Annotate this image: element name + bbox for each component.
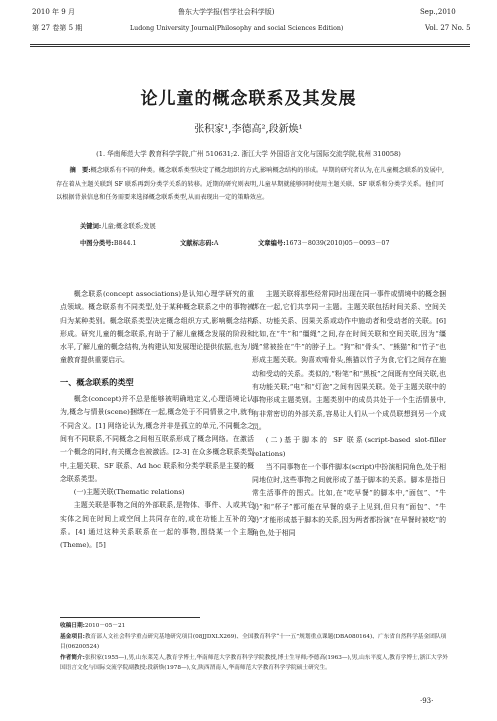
subsection-heading-thematic: (一)主题关联(Thematic relations) (73, 488, 185, 497)
doc-label: 文献标志码: (180, 240, 214, 247)
abstract (56, 164, 444, 205)
subsection-heading-sf: (二)基于脚本的 SF 联系(script-based slot-filler relations) (252, 436, 446, 458)
header-journal-en: Ludong University Journal(Philosophy and social Sciences Edition) (130, 25, 344, 32)
keywords-label: 关键词: (80, 223, 102, 230)
header-rule-thin (30, 46, 470, 47)
clc-label: 中图分类号: (80, 240, 114, 247)
fund-text: 教育部人文社会科学重点研究基地研究项目(08JJDXLX269)、全国教育科学“十一五”规划重点课题(DBA080164)、广东省自然科学基金团队项目(06200524) (60, 633, 447, 650)
header-vol-en: Vol. 27 No. 5 (425, 24, 471, 32)
bio-label: 作者简介: (60, 654, 85, 661)
page-number: ·93· (420, 697, 434, 705)
article-number (258, 238, 389, 247)
header-journal-cn: 鲁东大学学报(哲学社会科学版) (178, 8, 275, 16)
clc-value: B844.1 (113, 240, 137, 247)
running-header (0, 4, 497, 44)
header-month-en: Sep.,2010 (420, 8, 456, 16)
abstract-label: 摘 要: (69, 167, 91, 174)
author-affiliation: (1. 华南师范大学 教育科学学院,广州 510631;2. 浙江大学 外国语言文化与国际交流学院,杭州 310058) (96, 150, 401, 158)
bio-text: 张积家(1955—),男,山东莱芜人,教育学博士,华南师范大学教育科学学院教授,博士生导师;李德高(1963—),男,山东平度人,教育学博士,浙江大学外国语言文化与国际交流学院副教授;段新焕(1978—),女,陕西渭南人,华南师范大学教育科学学院硕士研究生。 (60, 654, 448, 671)
article-label: 文章编号: (258, 240, 286, 247)
paragraph-concept: 概念(concept)并不总是能够被明确地定义,心理语境论认为,概念与情景(scene)捆绑在一起,概念处于不同情景之中,就有不同含义。[1] 网络论认为,概念并非是孤立的单元,不同概念之间有不同联系,不同概念之间相互联系形成了概念网络。在激活一个概念的同时,有关概念也被激活。[2-3] 在众多概念联系类型中,主题关联、SF 联系、Ad hoc 联系和分类学联系是主要的概念联系类型。 (60, 395, 254, 483)
abstract-text: 概念联系有不同的种类。概念联系类型决定了概念组织的方式,影响概念结构的形成。早期的研究者认为,在儿童概念联系的发展中,存在着从主题关联到 SF 联系再到分类学关系的转移。近期的研究则表明,儿童早期就能够同时使用主题关联、SF 联系和分类学关系。他们可以根据背景信息和任务需要来选择概念联系类型,从而表现出一定的策略效应。 (56, 167, 444, 201)
footnotes (60, 621, 450, 674)
received-label: 收稿日期: (60, 623, 85, 629)
section-heading-1: 一、概念联系的类型 (60, 376, 134, 387)
received-date: 2010－05－21 (84, 623, 126, 629)
header-rule (30, 44, 470, 45)
paragraph-thematic: 主题关联是事物之间的外部联系,是物体、事件、人或其它实体之间在时间上或空间上共同存在的,或在功能上互补的关系。[4] 通过这种关系联系在一起的事物,围绕某一个主题(Theme)。[5] (60, 501, 254, 550)
clc-number (80, 238, 136, 247)
doc-value: A (213, 240, 219, 247)
fund-label: 基金项目: (60, 633, 85, 640)
paragraph-sf: 当不同事物在一个事件脚本(script)中扮演相同角色,处于相同地位时,这些事物之间就形成了基于脚本的关系。脚本是指日常生活事件的图式。比如,在“吃早餐”的脚本中,“面包”、“牛奶”和“杯子”都可能在早餐的桌子上见到,但只有“面包”、“牛奶”才能形成基于脚本的关系,因为两者都扮演“在早餐时被吃”的角色,处于相同 (252, 462, 446, 538)
left-column (60, 288, 254, 553)
article-authors: 张积家¹,李德高²,段新焕¹ (194, 124, 303, 135)
keywords-text: 儿童;概念联系;发展 (101, 223, 156, 230)
footnote-rule (60, 617, 200, 618)
article-value: 1673－8039(2010)05－0093－07 (285, 240, 390, 247)
article-title: 论儿童的概念联系及其发展 (140, 89, 357, 109)
document-code (180, 238, 218, 247)
paragraph-thematic-cont: 主题关联将那些经常同时出现在同一事件或情境中的概念捆绑在一起,它们共享同一主题。主题关联包括时间关系、空间关系、功能关系、因果关系或动作中施动者和受动者的关联。[6] 比如,在“牛”和“缰绳”之间,存在时间关联和空间关联,因为“缰绳”常被拴在“牛”的脖子上。“狗”和“骨头”、“熊猫”和“竹子”也形成主题关联。狗喜欢啃骨头,熊猫以竹子为食,它们之间存在施动和受动的关系。类似的,“粉笔”和“黑板”之间既有空间关联,也有功能关联;“电”和“灯泡”之间有因果关联。处于主题关联中的事物形成主题类别。主题类别中的成员共处于一个生活情景中,有非常密切的外部关系,容易让人们从一个成员联想到另一个成员。 (252, 290, 446, 431)
right-column (252, 288, 446, 541)
header-issue-cn: 第 27 卷第 5 期 (32, 24, 83, 32)
paragraph-intro: 概念联系(concept associations)是认知心理学研究的重点领域。概念联系有不同类型,处于某种概念联系之中的事物被归为某种类别。概念联系类型决定概念组织方式,影响概念结构形成。研究儿童的概念联系,有助于了解儿童概念发展的阶段和水平,了解儿童的概念结构,为构建认知发展理论提供依据,也为儿童教育提供重要启示。 (60, 290, 254, 365)
keywords (80, 221, 156, 230)
header-date: 2010 年 9 月 (32, 8, 75, 16)
